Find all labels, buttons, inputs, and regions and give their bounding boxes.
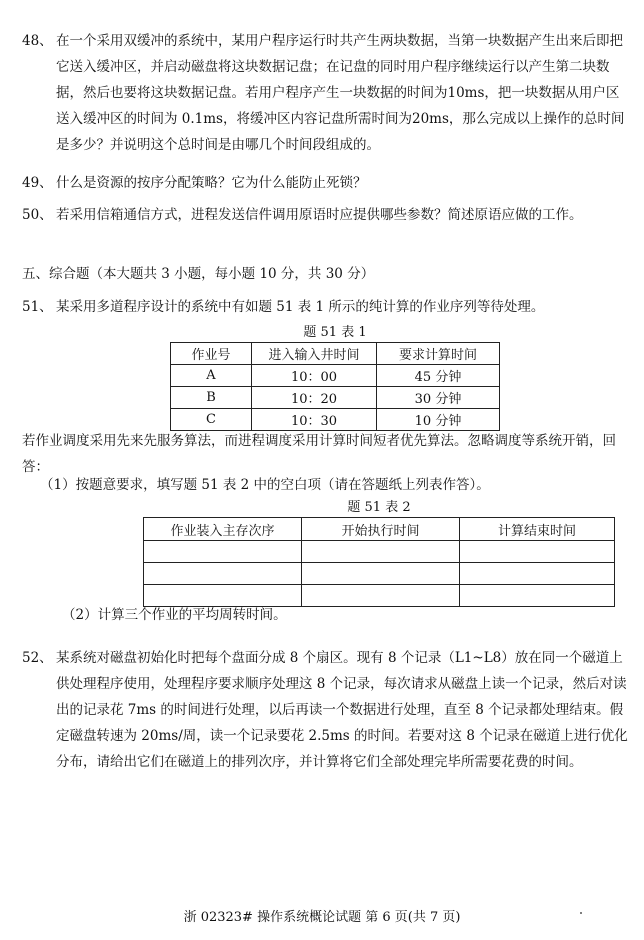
question-text: 若采用信箱通信方式，进程发送信件调用原语时应提供哪些参数？简述原语应做的工作。 xyxy=(56,207,583,223)
table-cell: A xyxy=(171,365,252,387)
table-cell: 10：00 xyxy=(252,365,377,387)
question-48 xyxy=(22,28,628,158)
empty-cell xyxy=(460,585,615,607)
header-cell: 要求计算时间 xyxy=(377,343,500,365)
question-text: 某采用多道程序设计的系统中有如题 51 表 1 所示的纯计算的作业序列等待处理。 xyxy=(56,299,545,315)
empty-cell xyxy=(144,541,302,563)
page-footer: 浙 02323# 操作系统概论试题 第 6 页(共 7 页) xyxy=(183,910,461,925)
question-number: 52、 xyxy=(22,650,53,666)
question-number: 51、 xyxy=(22,299,53,315)
question-text: 某系统对磁盘初始化时把每个盘面分成 8 个扇区。现有 8 个记录（L1~L8）放在同一个磁道上供处理程序使用，处理程序要求顺序处理这 8 个记录，每次请求从磁盘上读一个记录，然后对读出的记录花 7ms 的时间进行处理，以后再读一个数据进行处理，直至 8 个记录都处理结束。假定磁盘转速为 20ms/周，读一个记录要花 2.5ms 的时间。若要对这 8 个记录在磁道上进行优化分布，请给出它们在磁道上的排列次序，并计算将它们全部处理完毕所需要花费的时间。 xyxy=(56,650,628,770)
header-cell: 计算结束时间 xyxy=(460,518,615,541)
table-caption: 题 51 表 2 xyxy=(347,500,411,515)
table-cell: C xyxy=(171,409,252,431)
question-number: 48、 xyxy=(22,33,53,49)
empty-cell xyxy=(302,563,460,585)
empty-cell xyxy=(302,541,460,563)
section-heading: 五、综合题（本大题共 3 小题，每小题 10 分，共 30 分） xyxy=(22,266,375,282)
question-text: 在一个采用双缓冲的系统中，某用户程序运行时共产生两块数据，当第一块数据产生出来后即把它送入缓冲区，并启动磁盘将这块数据记盘；在记盘的同时用户程序继续运行以产生第二块数据，然后也要将这块数据记盘。若用户程序产生一块数据的时间为10ms，把一块数据从用户区送入缓冲区的时间为 0.1ms，将缓冲区内容记盘所需时间为20ms，那么完成以上操作的总时间是多少？并说明这个总时间是由哪几个时间段组成的。 xyxy=(56,33,625,153)
job-table xyxy=(170,342,500,431)
table-row xyxy=(171,365,500,387)
table-header-row xyxy=(144,518,615,541)
header-cell: 作业号 xyxy=(171,343,252,365)
scan-speck xyxy=(580,912,582,914)
table-row xyxy=(171,387,500,409)
header-cell: 作业装入主存次序 xyxy=(144,518,302,541)
sub-question-2: （2）计算三个作业的平均周转时间。 xyxy=(62,607,287,623)
table-row xyxy=(144,563,615,585)
question-51 xyxy=(22,294,628,320)
question-49 xyxy=(22,170,628,196)
question-52 xyxy=(22,645,628,775)
table-cell: 45 分钟 xyxy=(377,365,500,387)
header-cell: 进入输入井时间 xyxy=(252,343,377,365)
question-50 xyxy=(22,202,628,228)
empty-cell xyxy=(302,585,460,607)
answer-table xyxy=(143,517,615,607)
table-header-row xyxy=(171,343,500,365)
empty-cell xyxy=(460,541,615,563)
table-cell: 10：30 xyxy=(252,409,377,431)
table-caption: 题 51 表 1 xyxy=(303,325,367,340)
table-row xyxy=(144,541,615,563)
table-cell: B xyxy=(171,387,252,409)
table-cell: 30 分钟 xyxy=(377,387,500,409)
table-cell: 10：20 xyxy=(252,387,377,409)
instruction-text: 若作业调度采用先来先服务算法，而进程调度采用计算时间短者优先算法。忽略调度等系统开销，回答： xyxy=(22,433,616,475)
empty-cell xyxy=(144,563,302,585)
question-text: 什么是资源的按序分配策略？它为什么能防止死锁？ xyxy=(56,175,367,191)
question-number: 50、 xyxy=(22,207,53,223)
sub-question-1: （1）按题意要求，填写题 51 表 2 中的空白项（请在答题纸上列表作答）。 xyxy=(40,477,490,493)
question-number: 49、 xyxy=(22,175,53,191)
empty-cell xyxy=(460,563,615,585)
header-cell: 开始执行时间 xyxy=(302,518,460,541)
table-cell: 10 分钟 xyxy=(377,409,500,431)
